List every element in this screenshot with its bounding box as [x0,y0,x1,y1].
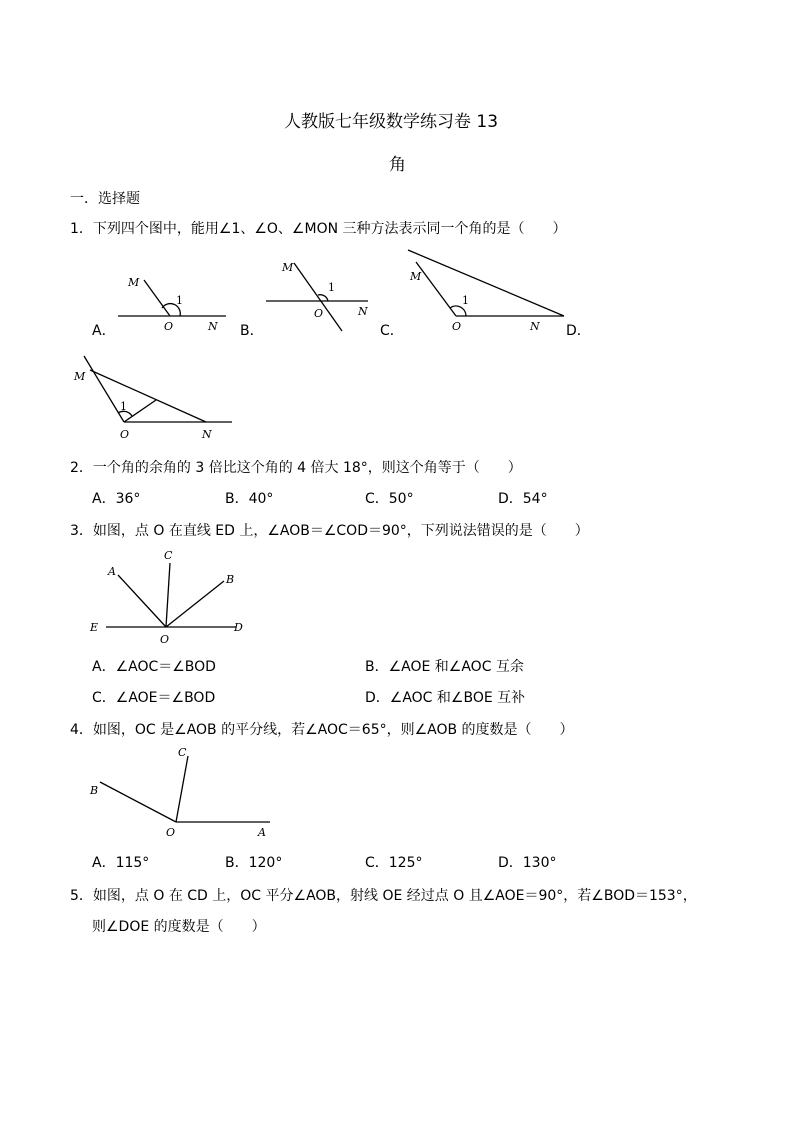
label-o: O [314,307,324,320]
q1-figure-b [262,255,372,340]
label-o: O [452,320,462,333]
label-d: D [234,621,243,634]
figure-line [144,280,170,316]
label-n: N [202,428,212,441]
label-1: 1 [176,294,183,307]
label-n: N [358,305,368,318]
label-a: A [258,826,266,839]
q1-option-d: D． [566,323,591,339]
figure-line [124,400,156,422]
q1-figure-c [400,248,570,338]
q3-option-c: C．∠AOE＝∠BOD [92,690,216,706]
q1-option-c: C． [380,323,404,339]
q4-option-d: D．130° [498,855,557,871]
label-1: 1 [120,400,127,413]
q2-option-d: D．54° [498,491,548,507]
label-o: O [164,320,174,333]
q3-option-b: B．∠AOE 和∠AOC 互余 [365,659,524,675]
q4-option-a: A．115° [92,855,150,871]
label-a: A [108,565,116,578]
q3-figure [86,545,256,645]
ray-ob [100,782,176,822]
ray-ob [166,581,224,627]
label-n: N [530,320,540,333]
q3-option-a: A．∠AOC＝∠BOD [92,659,216,675]
label-m: M [128,276,140,289]
label-o: O [166,826,176,839]
label-o: O [120,428,130,441]
question-1-text: 1．下列四个图中，能用∠1、∠O、∠MON 三种方法表示同一个角的是（ ） [70,221,567,237]
question-5-text-continued: 则∠DOE 的度数是（ ） [92,919,266,935]
figure-line [294,263,342,331]
label-m: M [74,370,86,383]
section-heading: 一．选择题 [70,191,140,207]
q2-option-a: A．36° [92,491,141,507]
label-m: M [282,261,294,274]
q1-figure-d [70,352,240,444]
ray-oc [166,563,170,627]
ray-oa [118,575,166,627]
question-3-text: 3．如图，点 O 在直线 ED 上，∠AOB＝∠COD＝90°，下列说法错误的是（ ） [70,523,589,539]
q4-option-b: B．120° [225,855,283,871]
label-c: C [178,746,187,759]
label-1: 1 [328,281,335,294]
question-2-text: 2．一个角的余角的 3 倍比这个角的 4 倍大 18°，则这个角等于（ ） [70,460,522,476]
label-1: 1 [462,294,469,307]
q3-option-d: D．∠AOC 和∠BOE 互补 [365,690,526,706]
label-c: C [164,549,173,562]
label-e: E [90,621,99,634]
page-title: 人教版七年级数学练习卷 13 [284,112,499,132]
label-o: O [160,633,170,645]
label-n: N [208,320,218,333]
label-m: M [410,270,422,283]
q4-option-c: C．125° [365,855,423,871]
page-subtitle: 角 [389,155,406,175]
label-b: B [90,784,99,797]
figure-line [84,356,124,422]
question-4-text: 4．如图，OC 是∠AOB 的平分线，若∠AOC＝65°，则∠AOB 的度数是（ ） [70,722,574,738]
q1-option-b: B． [240,323,264,339]
figure-line [90,370,206,422]
q1-option-a: A． [92,323,116,339]
q2-option-c: C．50° [365,491,414,507]
ray-oc [176,756,188,822]
q1-figure-a [110,268,230,338]
q4-figure [86,742,276,842]
question-5-text: 5．如图，点 O 在 CD 上，OC 平分∠AOB，射线 OE 经过点 O 且∠AOE＝90°，若∠BOD＝153°， [70,888,697,904]
q2-option-b: B．40° [225,491,274,507]
label-b: B [226,573,235,586]
